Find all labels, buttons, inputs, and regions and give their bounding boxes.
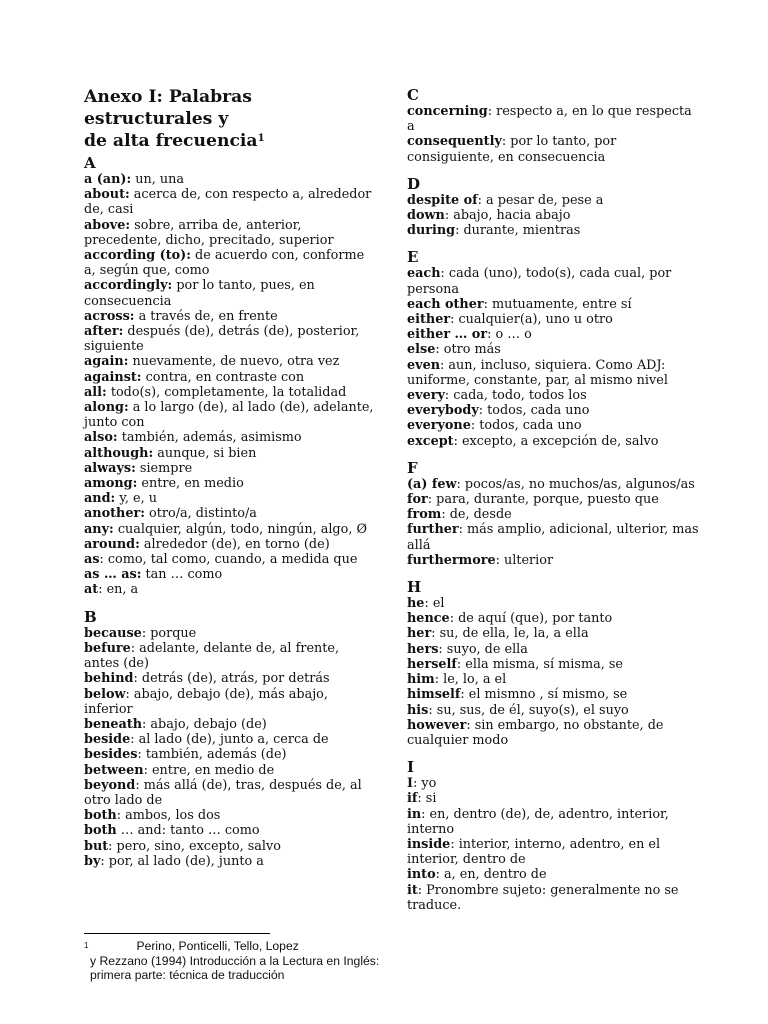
entry-separator: :	[126, 172, 132, 187]
glossary-entry	[84, 763, 376, 778]
entry-definition: : en, a	[98, 582, 139, 598]
entry-definition: : suyo, de ella	[438, 641, 528, 657]
glossary-entry	[84, 582, 376, 597]
glossary-entry	[407, 642, 699, 657]
entry-term: behind	[84, 671, 134, 687]
glossary-entry	[84, 370, 376, 385]
entry-term: again:	[84, 354, 129, 370]
entry-term: befure	[84, 640, 131, 656]
section-letter: F	[407, 458, 418, 477]
entry-definition: : pero, sino, excepto, salvo	[108, 838, 281, 854]
entry-term: except	[407, 433, 454, 449]
section-letter: I	[407, 758, 415, 777]
glossary-entry	[84, 324, 376, 354]
glossary-entry	[84, 309, 376, 324]
footnote-reference[interactable]: 1	[257, 133, 265, 144]
entry-term: at	[84, 582, 99, 598]
glossary-entry	[84, 354, 376, 369]
footnote-separator	[84, 933, 270, 934]
entry-term: despite of	[407, 192, 478, 208]
entry-term: although:	[84, 445, 154, 461]
entry-definition: : abajo, debajo (de)	[142, 716, 267, 732]
glossary-entry	[407, 403, 699, 418]
entry-term: across:	[84, 308, 135, 324]
glossary-entry	[407, 657, 699, 672]
entry-term: and:	[84, 491, 116, 507]
entry-definition: : al lado (de), junto a, cerca de	[130, 732, 329, 748]
entry-term: herself	[407, 656, 457, 672]
glossary-entry	[407, 596, 699, 611]
glossary-entry	[84, 248, 376, 278]
glossary-entry	[407, 553, 699, 568]
section-letter: D	[407, 174, 421, 193]
glossary-entry	[407, 492, 699, 507]
entry-term: however	[407, 717, 467, 733]
entry-definition: después (de), detrás (de), posterior, siguiente	[84, 324, 360, 355]
entry-term: beyond	[84, 777, 136, 793]
entry-definition: : o … o	[487, 327, 532, 343]
entry-definition: nuevamente, de nuevo, otra vez	[128, 354, 340, 370]
glossary-entry	[407, 867, 699, 882]
entry-term: it	[407, 882, 418, 898]
footnote-mark: 1	[84, 941, 89, 950]
entry-definition: : Pronombre sujeto: generalmente no se traduce.	[407, 882, 679, 913]
entry-definition: : para, durante, porque, puesto que	[427, 492, 659, 508]
glossary-entry	[407, 358, 699, 388]
entry-term: according (to):	[84, 248, 191, 264]
entry-term: around:	[84, 536, 140, 552]
entry-term: her	[407, 626, 432, 642]
glossary-entry	[407, 388, 699, 403]
entry-term: among:	[84, 476, 138, 492]
entry-term: accordingly:	[84, 278, 173, 294]
entry-term: in	[407, 806, 422, 822]
entry-term: inside	[407, 836, 451, 852]
glossary-entry	[84, 732, 376, 747]
glossary-entry	[407, 776, 699, 791]
glossary-entry	[84, 641, 376, 671]
entry-definition: : sin embargo, no obstante, de cualquier modo	[407, 717, 664, 748]
entry-definition: : adelante, delante de, al frente, antes (de)	[84, 640, 340, 672]
entry-term: always:	[84, 460, 136, 476]
entry-definition: alrededor (de), en torno (de)	[139, 536, 330, 552]
glossary-entry	[84, 537, 376, 552]
entry-definition: : interior, interno, adentro, en el interior, dentro de	[407, 836, 661, 868]
entry-term: both	[84, 823, 117, 839]
entry-term: everyone	[407, 418, 471, 434]
entry-term: down	[407, 208, 445, 224]
section-letter: E	[407, 248, 419, 267]
glossary-entry	[407, 477, 699, 492]
glossary-entry	[84, 506, 376, 521]
entry-term: but	[84, 838, 109, 854]
glossary-entry	[407, 626, 699, 641]
glossary-entry	[84, 218, 376, 248]
entry-definition: : a pesar de, pese a	[477, 192, 604, 208]
entry-term: beside	[84, 732, 131, 748]
entry-term: each	[407, 266, 441, 282]
entry-definition: también, además, asimismo	[117, 430, 302, 446]
section-letter: A	[84, 154, 96, 172]
entry-term: along:	[84, 400, 129, 416]
glossary-entry	[407, 672, 699, 687]
entry-term: everybody	[407, 403, 479, 419]
glossary-entry	[407, 687, 699, 702]
entry-term: by	[84, 853, 101, 869]
entry-term: against:	[84, 369, 142, 385]
entry-term: all:	[84, 384, 107, 400]
glossary-entry	[84, 172, 376, 187]
entry-term: I	[407, 776, 413, 792]
title-line-2: de alta frecuencia	[84, 131, 258, 151]
glossary-entry	[407, 134, 699, 164]
glossary-entry	[407, 507, 699, 522]
glossary-entry	[84, 430, 376, 445]
entry-definition: por lo tanto, pues, en consecuencia	[84, 278, 315, 309]
entry-definition: : abajo, debajo (de), más abajo, inferior	[84, 686, 328, 717]
entry-definition: aunque, si bien	[153, 445, 257, 461]
footnote	[84, 939, 414, 983]
entry-definition: : ambos, los dos	[116, 808, 221, 824]
entry-term: into	[407, 867, 436, 883]
entry-definition: : su, de ella, le, la, a ella	[431, 626, 589, 642]
glossary-entry	[84, 187, 376, 217]
right-column	[407, 86, 699, 913]
glossary-entry	[84, 626, 376, 641]
entry-definition: : cada (uno), todo(s), cada cual, por persona	[407, 266, 672, 297]
entry-definition: : si	[417, 791, 437, 807]
title-line-1: Anexo I: Palabras estructurales y	[84, 87, 252, 129]
entry-definition: : el	[424, 596, 445, 612]
glossary-entry	[407, 327, 699, 342]
entry-definition: cualquier, algún, todo, ningún, algo, Ø	[113, 521, 367, 537]
entry-definition: : excepto, a excepción de, salvo	[453, 433, 659, 449]
entry-definition: : también, además (de)	[137, 747, 287, 763]
entry-definition: : como, tal como, cuando, a medida que	[99, 552, 358, 568]
entry-definition: siempre	[135, 460, 193, 476]
entry-definition: : entre, en medio de	[143, 762, 275, 778]
entry-term: he	[407, 596, 425, 612]
entry-term: between	[84, 762, 144, 778]
glossary-entry	[407, 193, 699, 208]
entry-definition: : por lo tanto, por consiguiente, en consecuencia	[407, 134, 617, 165]
glossary-entry	[407, 104, 699, 134]
entry-definition: acerca de, con respecto a, alrededor de, casi	[84, 187, 372, 218]
entry-definition: entre, en medio	[137, 476, 244, 492]
entry-definition: todo(s), completamente, la totalidad	[106, 384, 347, 400]
entry-definition: sobre, arriba de, anterior, precedente, dicho, precitado, superior	[84, 217, 334, 248]
entry-definition: : otro más	[435, 342, 501, 358]
glossary-entry	[84, 717, 376, 732]
entry-definition: : ulterior	[495, 552, 554, 568]
glossary-entry	[407, 611, 699, 626]
entry-term: another:	[84, 506, 145, 522]
entry-term: each other	[407, 296, 484, 312]
glossary-entry	[407, 266, 699, 296]
glossary-entry	[84, 671, 376, 686]
glossary-entry	[407, 434, 699, 449]
entry-definition: : todos, cada uno	[470, 418, 582, 434]
glossary-entry	[84, 808, 376, 823]
entry-definition: : le, lo, a el	[434, 672, 507, 688]
entry-term: either	[407, 312, 451, 328]
entry-term: also:	[84, 430, 118, 446]
glossary-entry	[84, 476, 376, 491]
glossary-entry	[84, 552, 376, 567]
glossary-entry	[407, 297, 699, 312]
entry-term: further	[407, 522, 459, 538]
entry-definition: : pocos/as, no muchos/as, algunos/as	[456, 476, 695, 492]
entry-term: furthermore	[407, 552, 496, 568]
glossary-entry	[407, 342, 699, 357]
glossary-entry	[84, 461, 376, 476]
entry-term: either … or	[407, 327, 488, 343]
entry-term: hence	[407, 611, 450, 627]
entry-definition: : ella misma, sí misma, se	[456, 656, 623, 672]
entry-definition: : más amplio, adicional, ulterior, mas allá	[407, 522, 699, 553]
footnote-line-3: primera parte: técnica de traducción	[90, 968, 285, 983]
entry-definition: de acuerdo con, conforme a, según que, como	[84, 248, 365, 279]
entry-term: because	[84, 625, 142, 641]
entry-term: him	[407, 672, 435, 688]
glossary-entry	[407, 883, 699, 913]
left-sections	[84, 154, 376, 869]
entry-term: any:	[84, 521, 114, 537]
glossary-entry	[407, 418, 699, 433]
entry-definition: : a, en, dentro de	[435, 867, 547, 883]
entry-term: during	[407, 223, 456, 239]
entry-definition: : detrás (de), atrás, por detrás	[133, 671, 330, 687]
glossary-entry	[84, 778, 376, 808]
entry-term: beneath	[84, 716, 143, 732]
entry-definition: a lo largo (de), al lado (de), adelante, junto con	[84, 400, 374, 431]
entry-definition: : abajo, hacia abajo	[444, 208, 571, 224]
entry-definition: : de aquí (que), por tanto	[449, 611, 613, 627]
document-title	[84, 86, 376, 152]
entry-term: even	[407, 357, 441, 373]
glossary-entry	[407, 791, 699, 806]
glossary-entry	[407, 703, 699, 718]
entry-definition: : por, al lado (de), junto a	[100, 853, 264, 869]
glossary-entry	[407, 223, 699, 238]
glossary-entry	[84, 446, 376, 461]
entry-definition: : el mismno , sí mismo, se	[460, 687, 628, 703]
glossary-entry	[84, 747, 376, 762]
entry-term: else	[407, 342, 436, 358]
section-letter: B	[84, 607, 97, 626]
entry-term: hers	[407, 641, 439, 657]
glossary-entry	[84, 491, 376, 506]
entry-term: after:	[84, 324, 124, 340]
entry-definition: un, una	[131, 172, 184, 187]
entry-definition: : mutuamente, entre sí	[483, 296, 632, 312]
entry-term: consequently	[407, 134, 502, 150]
glossary-entry	[84, 839, 376, 854]
entry-term: (a) few	[407, 476, 457, 492]
entry-term: himself	[407, 687, 461, 703]
entry-definition: tan … como	[141, 567, 223, 583]
glossary-entry	[407, 807, 699, 837]
entry-definition: : cada, todo, todos los	[444, 388, 587, 404]
entry-definition: : más allá (de), tras, después de, al otro lado de	[84, 777, 362, 808]
entry-definition: : todos, cada uno	[478, 403, 590, 419]
glossary-entry	[407, 312, 699, 327]
footnote-line-2: y Rezzano (1994) Introducción a la Lectura en Inglés:	[90, 953, 380, 968]
entry-term: a (an)	[84, 172, 127, 187]
right-sections	[407, 86, 699, 913]
glossary-entry	[84, 385, 376, 400]
entry-definition: … and: tanto … como	[116, 823, 260, 839]
glossary-entry	[407, 837, 699, 867]
entry-definition: otro/a, distinto/a	[144, 506, 257, 522]
entry-term: every	[407, 388, 445, 404]
glossary-entry	[84, 400, 376, 430]
entry-term: concerning	[407, 104, 488, 119]
entry-term: below	[84, 686, 126, 702]
entry-term: if	[407, 791, 418, 807]
entry-definition: : porque	[141, 625, 197, 641]
entry-term: about:	[84, 187, 130, 203]
glossary-entry	[84, 687, 376, 717]
footnote-line-1: Perino, Ponticelli, Tello, Lopez	[136, 939, 299, 953]
entry-definition: : respecto a, en lo que respecta a	[407, 104, 692, 135]
section-letter: H	[407, 578, 422, 597]
entry-term: as	[84, 552, 100, 568]
entry-definition: : de, desde	[441, 507, 512, 523]
section-letter: C	[407, 86, 419, 104]
entry-term: above:	[84, 217, 131, 233]
entry-definition: : cualquier(a), uno u otro	[450, 312, 613, 328]
entry-term: both	[84, 808, 117, 824]
entry-definition: a través de, en frente	[134, 308, 278, 324]
entry-definition: contra, en contraste con	[141, 369, 305, 385]
entry-term: from	[407, 507, 442, 523]
entry-definition: : su, sus, de él, suyo(s), el suyo	[428, 702, 629, 718]
entry-term: besides	[84, 747, 138, 763]
glossary-entry	[407, 208, 699, 223]
glossary-entry	[84, 854, 376, 869]
glossary-entry	[84, 823, 376, 838]
entry-term: as … as:	[84, 567, 142, 583]
entry-definition: : aun, incluso, siquiera. Como ADJ: uniforme, constante, par, al mismo nivel	[407, 357, 668, 388]
entry-definition: : durante, mientras	[455, 223, 581, 239]
glossary-entry	[407, 522, 699, 552]
left-column	[84, 86, 376, 869]
entry-definition: : yo	[413, 776, 437, 792]
glossary-entry	[84, 522, 376, 537]
entry-term: for	[407, 492, 428, 508]
entry-definition: : en, dentro (de), de, adentro, interior, interno	[407, 806, 669, 837]
glossary-entry	[84, 567, 376, 582]
glossary-entry	[407, 718, 699, 748]
entry-definition: y, e, u	[115, 491, 157, 507]
glossary-entry	[84, 278, 376, 308]
entry-term: his	[407, 702, 429, 718]
